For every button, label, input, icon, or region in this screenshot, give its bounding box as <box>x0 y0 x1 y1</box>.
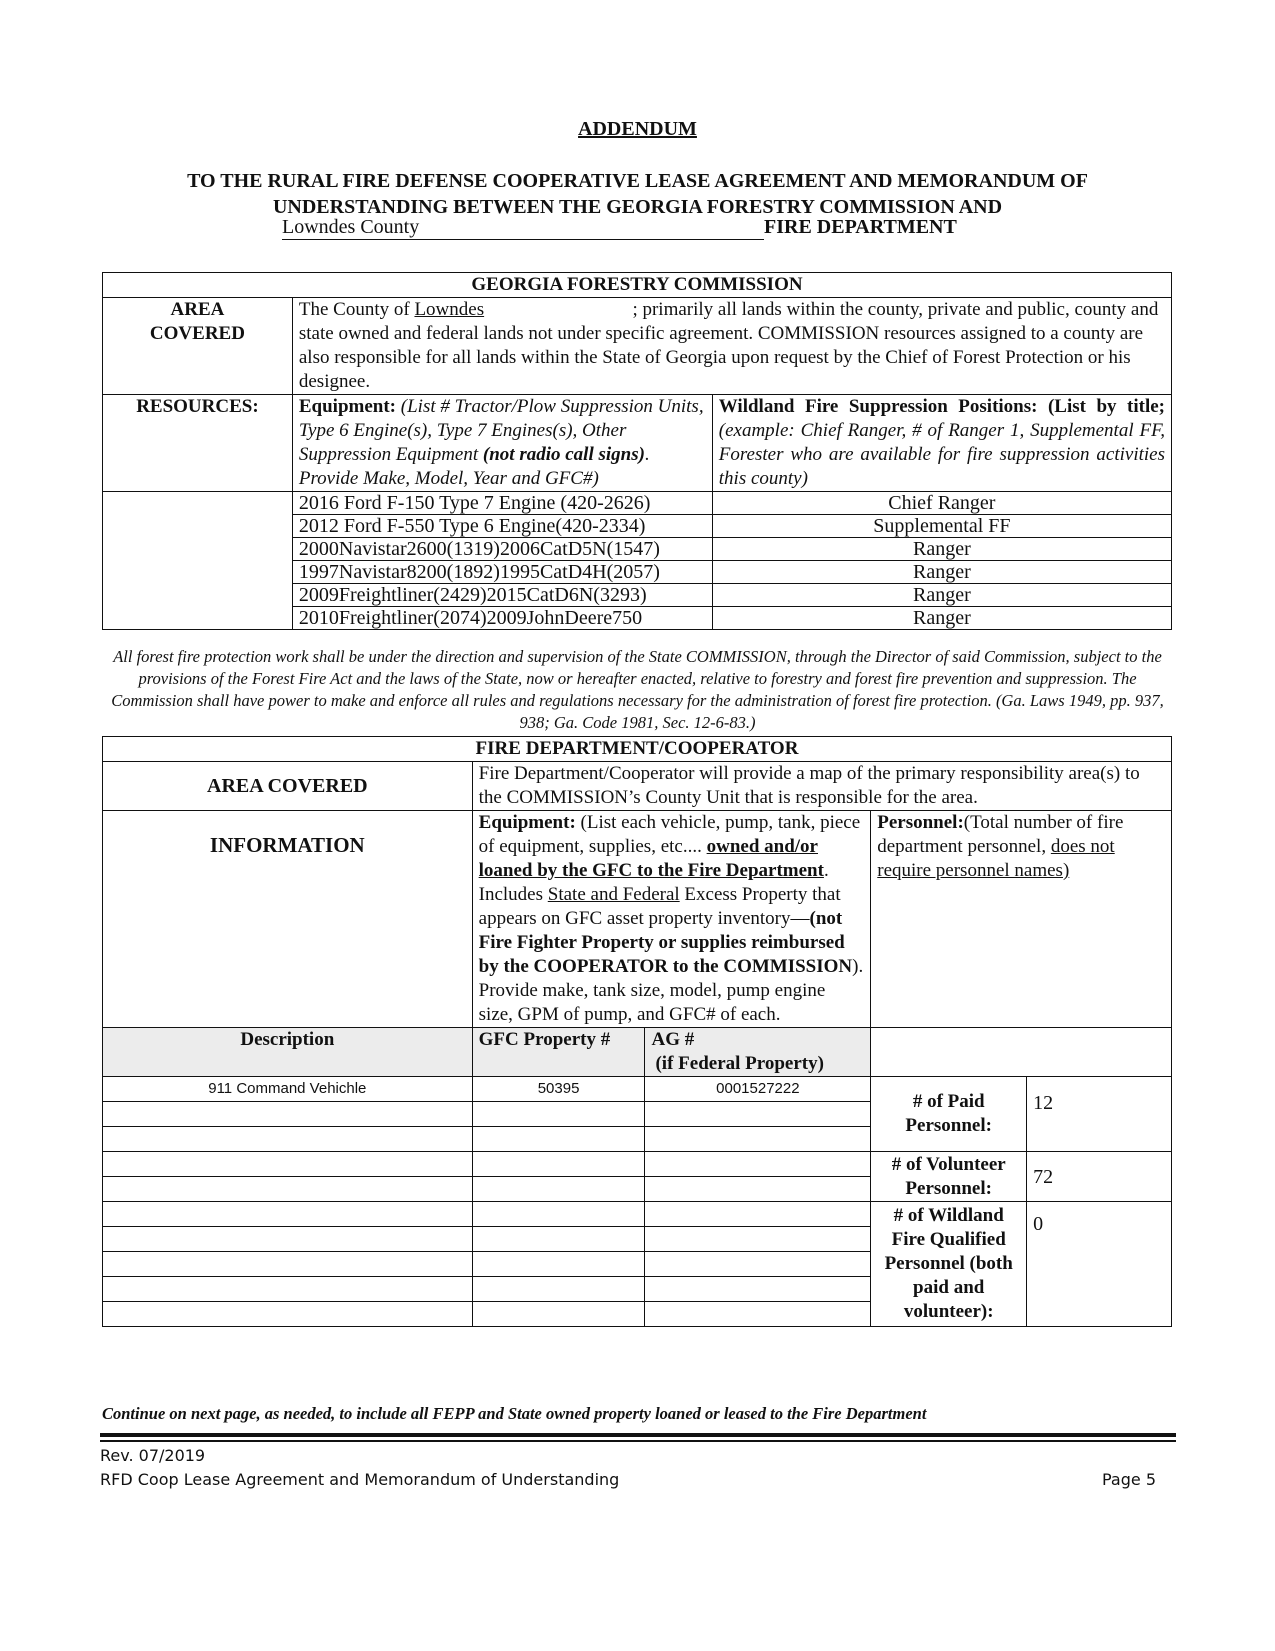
equipment-description-cell <box>103 1177 473 1202</box>
gfc-equipment-row: 2000Navistar2600(1319)2006CatD5N(1547) <box>292 538 712 561</box>
commission-authority-notice: All forest fire protection work shall be under the direction and supervision of the State COMMISSION, through the Director of said Commission, subject to the provisions of the Forest Fire Act and the laws of the State, now or hereafter enacted, relative to forestry and forest fire prevention and suppression. The Commission shall have power to make and enforce all rules and regulations necessary for the administration of forest fire protection. (Ga. Laws 1949, pp. 937, 938; Ga. Code 1981, Sec. 12-6-83.) <box>111 647 1164 732</box>
equipment-ag-cell <box>645 1277 871 1302</box>
gfc-area-label <box>103 298 293 395</box>
agreement-heading <box>100 168 1175 220</box>
fd-equipment-bold: (not Fire Fighter Property or supplies reimbursed by the COOPERATOR to the COMMISSION <box>478 908 853 977</box>
gfc-position-row: Supplemental FF <box>712 515 1171 538</box>
paid-personnel-value: 12 <box>1027 1077 1172 1152</box>
gfc-equipment-header <box>292 395 712 492</box>
fd-equipment-text-2: . Includes <box>478 860 829 905</box>
equipment-gfc-cell <box>472 1102 645 1127</box>
fd-information-label: INFORMATION <box>103 811 473 1028</box>
fd-area-label: AREA COVERED <box>103 762 473 811</box>
gfc-position-row: Ranger <box>712 538 1171 561</box>
addendum-title: ADDENDUM <box>578 118 697 140</box>
gfc-equipment-instr-1: (List # Tractor/Plow Suppression Units, Type 6 Engine(s), Type 7 Engines(s), Other Suppression Equipment <box>298 396 704 465</box>
equipment-description-cell <box>103 1252 473 1277</box>
footer-document-title: RFD Coop Lease Agreement and Memorandum of Understanding <box>100 1470 620 1489</box>
fd-equipment-text-4: ). Provide make, tank size, model, pump engine size, GPM of pump, and GFC# of each. <box>478 956 864 1025</box>
equipment-ag-cell: 0001527222 <box>645 1077 871 1102</box>
equipment-ag-cell <box>645 1102 871 1127</box>
page-number: Page 5 <box>1102 1470 1156 1489</box>
equipment-gfc-cell: 50395 <box>472 1077 645 1102</box>
equipment-description-cell <box>103 1202 473 1227</box>
gfc-area-text <box>292 298 1171 395</box>
heading-line-2: UNDERSTANDING BETWEEN THE GEORGIA FORESTRY COMMISSION AND <box>272 196 1003 218</box>
gfc-position-row: Ranger <box>712 584 1171 607</box>
equipment-gfc-cell <box>472 1277 645 1302</box>
equipment-ag-cell <box>645 1152 871 1177</box>
county-fire-department-line <box>282 216 1042 240</box>
gfc-equipment-row: 2009Freightliner(2429)2015CatD6N(3293) <box>292 584 712 607</box>
heading-line-1: TO THE RURAL FIRE DEFENSE COOPERATIVE LEASE AGREEMENT AND MEMORANDUM OF <box>187 170 1088 192</box>
wildland-personnel-value: 0 <box>1027 1202 1172 1327</box>
fd-personnel-label: Personnel: <box>877 812 964 833</box>
gfc-positions-instr: (example: Chief Ranger, # of Ranger 1, Supplemental FF, Forester who are available for fire suppression activities this county) <box>718 420 1165 489</box>
revision-date: Rev. 07/2019 <box>100 1446 206 1465</box>
equipment-ag-cell <box>645 1177 871 1202</box>
resources-label: RESOURCES: <box>103 395 293 492</box>
fd-equipment-fepp: State and Federal <box>547 884 680 905</box>
equipment-gfc-cell <box>472 1302 645 1327</box>
fd-equipment-text-1: (List each vehicle, pump, tank, piece of equipment, supplies, etc.... <box>478 812 861 857</box>
gfc-equipment-row: 2012 Ford F-550 Type 6 Engine(420-2334) <box>292 515 712 538</box>
equipment-gfc-cell <box>472 1177 645 1202</box>
fd-personnel-text: (Total number of fire department personnel, <box>877 812 1124 857</box>
equipment-description-cell <box>103 1102 473 1127</box>
footer-rule-thin <box>100 1440 1176 1442</box>
paid-personnel-label: # of Paid Personnel: <box>871 1077 1027 1152</box>
col-header-ag-line-2: (if Federal Property) <box>655 1053 824 1074</box>
gfc-equipment-label: Equipment: <box>298 396 397 417</box>
col-header-ag-line-1: AG # <box>651 1029 695 1050</box>
fd-equipment-text-3: Excess Property that appears on GFC asset property inventory— <box>478 884 841 929</box>
gfc-positions-label: Wildland Fire Suppression Positions: (List by title; <box>718 396 1165 417</box>
equipment-gfc-cell <box>472 1202 645 1227</box>
fd-table-title: FIRE DEPARTMENT/COOPERATOR <box>103 737 1172 762</box>
gfc-equipment-row: 1997Navistar8200(1892)1995CatD4H(2057) <box>292 561 712 584</box>
gfc-table-title: GEORGIA FORESTRY COMMISSION <box>103 273 1172 298</box>
equipment-description-cell <box>103 1127 473 1152</box>
fd-personnel-note: does not require personnel names) <box>877 836 1115 881</box>
footer-rule-thick <box>100 1433 1176 1437</box>
equipment-gfc-cell <box>472 1127 645 1152</box>
fd-equipment-instructions <box>472 811 871 1028</box>
equipment-gfc-cell <box>472 1252 645 1277</box>
volunteer-personnel-value: 72 <box>1027 1152 1172 1202</box>
equipment-ag-cell <box>645 1227 871 1252</box>
gfc-area-label-1: AREA <box>170 299 225 320</box>
col-header-description: Description <box>103 1028 473 1077</box>
fd-equipment-owned: owned and/or loaned by the GFC to the Fire Department <box>478 836 824 881</box>
fire-department-suffix: FIRE DEPARTMENT <box>764 216 957 238</box>
volunteer-personnel-label: # of Volunteer Personnel: <box>871 1152 1027 1202</box>
equipment-gfc-cell <box>472 1152 645 1177</box>
equipment-ag-cell <box>645 1302 871 1327</box>
fd-equipment-label: Equipment: <box>478 812 576 833</box>
wildland-personnel-label: # of Wildland Fire Qualified Personnel (both paid and volunteer): <box>871 1202 1027 1327</box>
gfc-equipment-instr-2: . Provide Make, Model, Year and GFC#) <box>298 444 650 489</box>
fd-area-text: Fire Department/Cooperator will provide a map of the primary responsibility area(s) to the COMMISSION’s County Unit that is responsible for the area. <box>472 762 1171 811</box>
gfc-area-suffix: ; primarily all lands within the county, private and public, county and state owned and federal lands not under specific agreement. COMMISSION resources assigned to a county are also responsible for all lands within the State of Georgia upon request by the Chief of Forest Protection or his designee. <box>298 299 1159 392</box>
gfc-position-row: Ranger <box>712 561 1171 584</box>
gfc-equipment-instr-bold: (not radio call signs) <box>482 444 645 465</box>
fire-department-table <box>102 736 1172 1327</box>
equipment-description-cell <box>103 1227 473 1252</box>
gfc-position-row: Chief Ranger <box>712 492 1171 515</box>
equipment-description-cell <box>103 1277 473 1302</box>
gfc-equipment-row: 2010Freightliner(2074)2009JohnDeere750 <box>292 607 712 630</box>
col-header-ag <box>645 1028 871 1077</box>
col-header-gfc-property: GFC Property # <box>472 1028 645 1077</box>
equipment-ag-cell <box>645 1127 871 1152</box>
gfc-county-name: Lowndes <box>414 299 485 320</box>
gfc-equipment-row: 2016 Ford F-150 Type 7 Engine (420-2626) <box>292 492 712 515</box>
equipment-ag-cell <box>645 1252 871 1277</box>
equipment-description-cell <box>103 1302 473 1327</box>
equipment-description-cell <box>103 1152 473 1177</box>
personnel-header-blank <box>871 1028 1172 1077</box>
county-name-field: Lowndes County <box>282 216 764 240</box>
gfc-position-row: Ranger <box>712 607 1171 630</box>
equipment-description-cell: 911 Command Vehichle <box>103 1077 473 1102</box>
gfc-resources-blank <box>103 492 293 630</box>
gfc-table <box>102 272 1172 630</box>
gfc-positions-header <box>712 395 1171 492</box>
continue-note: Continue on next page, as needed, to include all FEPP and State owned property loaned or leased to the Fire Department <box>102 1404 927 1423</box>
gfc-area-prefix: The County of <box>298 299 415 320</box>
fd-personnel-instructions <box>871 811 1172 1028</box>
equipment-ag-cell <box>645 1202 871 1227</box>
gfc-area-label-2: COVERED <box>149 323 245 344</box>
equipment-gfc-cell <box>472 1227 645 1252</box>
